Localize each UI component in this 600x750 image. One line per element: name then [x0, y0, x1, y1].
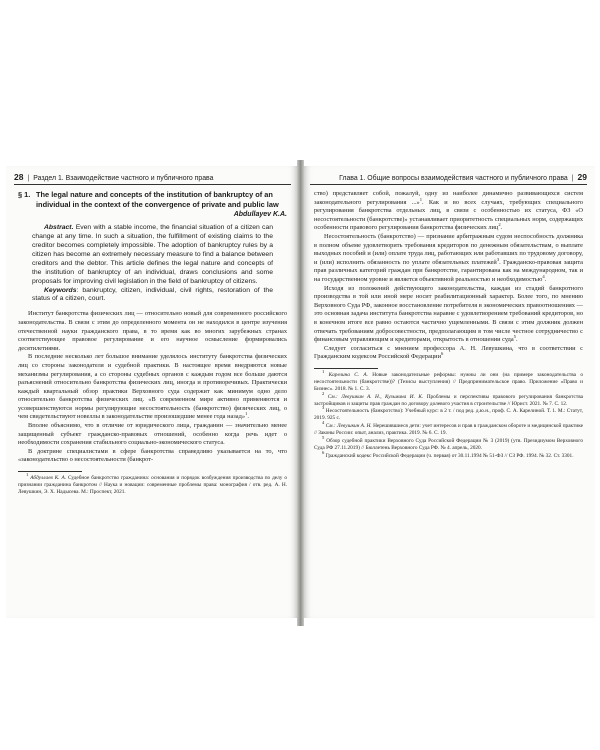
- footnote-ref: 1: [419, 196, 422, 202]
- left-running-head-text: Раздел 1. Взаимодействие частного и публичного права: [33, 175, 214, 182]
- footnote-author: См.: Левушкин А. Н., Кузьмина И. К.: [327, 393, 424, 400]
- right-paragraph-3: Исходя из положений действующего законодательства, каждая из стадий банкротного производства в той или иной мере носит реабилитационный характер. Более того, по мнению Верховного Суда РФ, законное восстановление потребителя в экономических правоотношениях — это основная задача института банкротства наравне с удовлетворением требований кредиторов, но в конечном итоге все равно остаются частично ущемленными. В связи с этим должник должен отвечать требованиям добросовестности, предполагающим в том числе честное сотрудничество с финансовым управляющим и кредиторами, открытость в отношении суда$^5$.: [314, 284, 583, 344]
- footnote-author: Карелина С. А.: [328, 371, 368, 378]
- footnote-ref: 1: [245, 411, 248, 417]
- right-footnote-5: $^5$ Обзор судебной практики Верховного Суда Российской Федерации № 3 (2019) (утв. Президиумом Верховного Суда РФ 27.11.2019) // Бюллетень Верховного Суда РФ. № 4. апрель, 2020.: [314, 435, 583, 451]
- footnote-author: Абдуллаев К. А.: [30, 475, 67, 482]
- footnote-ref: 4: [542, 273, 545, 279]
- footnote-ref: 3: [496, 256, 500, 262]
- right-footnote-4: $^4$ См.: Левушкин А. Н. Нерешившиеся дети: учет интересов и прав в гражданском обороте и медицинской практике // Законы России: опыт, анализ, практика. 2019. № 6. С. 19.: [314, 420, 583, 437]
- keywords-label: Keywords: [44, 286, 77, 294]
- right-footnote-2: $^2$ См.: Левушкин А. Н., Кузьмина И. К. Проблемы и перспективы правового регулирования банкротства застройщиков и защиты прав граждан по договору долевого участия в строительстве // Юрист. 2021. № 7. С. 12.: [314, 390, 583, 407]
- right-running-head-text: Глава 1. Общие вопросы взаимодействия частного и публичного права: [339, 175, 568, 182]
- abstract-text: Even with a stable income, the financial situation of a citizen can change at any time. In such a situation, the fulfillment of existing claims to the creditor becomes completely impossible. The adoption of bankruptcy rules by a citizen has become an extremely necessary measure to find a balance between creditors and the debtor. This article defines the legal nature and concepts of the institution of bankruptcy of an individual, draws conclusions and some proposals for improving civil legislation in the field of bankruptcy of citizens.: [32, 224, 273, 285]
- right-page-number: 29: [577, 172, 587, 182]
- section-number: § 1.: [18, 190, 31, 199]
- section-title: The legal nature and concepts of the institution of bankruptcy of an individual in the context of the convergence of private and public law: [36, 190, 279, 209]
- book-spine: [297, 160, 304, 626]
- right-running-head: Глава 1. Общие вопросы взаимодействия частного и публичного права | 29: [310, 170, 587, 185]
- right-paragraph-4: Следует согласиться с мнением профессора А. Н. Левушкина, что в соответствии с Гражданским кодексом Российской Федерации$^6$: [314, 344, 583, 361]
- left-paragraph-1: Институт банкротства физических лиц — относительно новый для современного российского законодательства. В связи с этим до определенного момента он не находился в центре изучения отечественной науки гражданского права, в то время как во многих зарубежных странах соответствующее правовое регулирование и его научное осмысление формировались десятилетиями.: [18, 310, 287, 352]
- section-heading: [18, 190, 287, 209]
- left-paragraph-2: В последние несколько лет большое внимание уделялось институту банкротства физических лиц со стороны законодателя и судебной практики. В настоящее время внедряются новые механизмы регулирования, а со стороны судебных органов с каждым годом все больше даются разъяснений относительно банкротства физических лиц, иногда и противоречивых. Практически каждый квартальный обзор практики Верховного суда содержит как минимум одно дело относительно банкротства физических лиц. «В современном мире активно применяются и усовершенствуются нормы регулирующие несостоятельность (банкротство) физических лиц, о чем свидетельствуют новеллы в законодательстве произошедшие менее года назад»$^1$.: [18, 353, 287, 421]
- left-running-head: 28 | Раздел 1. Взаимодействие частного и публичного права: [14, 170, 291, 185]
- abstract-label: Abstract.: [44, 224, 74, 232]
- right-page: [304, 166, 595, 618]
- left-page-number: 28: [14, 172, 24, 182]
- left-paragraph-4: В доктрине специалистами в сфере банкротства справедливо указывается на то, что «законодательство о несостоятельности (банкрот-: [18, 447, 287, 464]
- abstract: [32, 224, 273, 286]
- right-paragraph-2: Несостоятельность (банкротство) — признание арбитражным судом неспособность должника в полном объеме удовлетворить требования кредиторов по денежным обязательствам, о выплате выходных пособий и (или) оплате труда лиц, работающих или работавших по трудовому договору, и (или) исполнить обязанность по уплате обязательных платежей$^3$. Гражданско-правовая защита прав различных категорий граждан при банкротстве, гарантирована как на международном, так и на государственном уровне и является объективной реальностью и необходимостью$^4$.: [314, 232, 583, 283]
- left-page: [6, 166, 297, 618]
- footnote-ref: 2: [498, 222, 501, 228]
- right-footnote-1: $^1$ Карелина С. А. Новые законодательные реформы: нужны ли они (на примере законодательства о несостоятельности (банкротстве))? (Тезисы выступления) // Предпринимательское право. Приложение «Право и Бизнес». 2018. № 1. С. 3.: [314, 369, 583, 392]
- keywords-text: : bankruptcy, citizen, individual, civil rights, restoration of the status of a citizen, court.: [32, 286, 273, 303]
- left-footnote: $^1$ Абдуллаев К. А. Судебное банкротство гражданина: основания и порядок возбуждения производства по делу о признании гражданина банкротом // Наука и новации: современные проблемы права: монография / отв. ред. А. Н. Левушкин, Э. Х. Надысева. М.: Проспект, 2021.: [18, 472, 288, 495]
- right-footnote-6: $^6$ Гражданский кодекс Российской Федерации (ч. первая) от 30.11.1994 № 51-ФЗ // СЗ РФ. 1994. № 32. Ст. 3301.: [322, 450, 574, 459]
- right-paragraph-1: ство) представляет собой, пожалуй, одну из наиболее динамично развивающихся систем законодательного регулирования ...»$^1$. Как и во всех случаях, требующих специального регулирования банкротства отдельных лиц, в связи с особенностью их статуса, ФЗ «О несостоятельности (банкротстве)» устанавливает приоритетность специальных норм, содержащих особенности правового регулирования банкротства физических лиц$^2$.: [314, 190, 583, 232]
- keywords: [32, 287, 273, 305]
- left-page-content: [18, 190, 287, 497]
- article-author: Abdullayev K.A.: [233, 211, 287, 219]
- left-paragraph-3: Вполне объяснимо, что в отличие от юридического лица, гражданин — значительно менее защищенный субъект гражданско-правовых отношений, особенно когда речь идет о необходимости сохранения стабильного социально-экономического статуса.: [18, 422, 287, 447]
- right-page-content: [314, 190, 583, 461]
- footnote-ref: 6: [440, 351, 444, 357]
- footnote-author: См.: Левушкин А. Н.: [325, 423, 372, 430]
- footnote-ref: 5: [513, 333, 516, 339]
- right-footnote-3: $^3$ Несостоятельность (банкротство): Учебный курс: в 2 т. / под ред. д.ю.н., проф. С. А. Карелиной. Т. 1. М.: Статут, 2019. 925 с.: [314, 405, 583, 422]
